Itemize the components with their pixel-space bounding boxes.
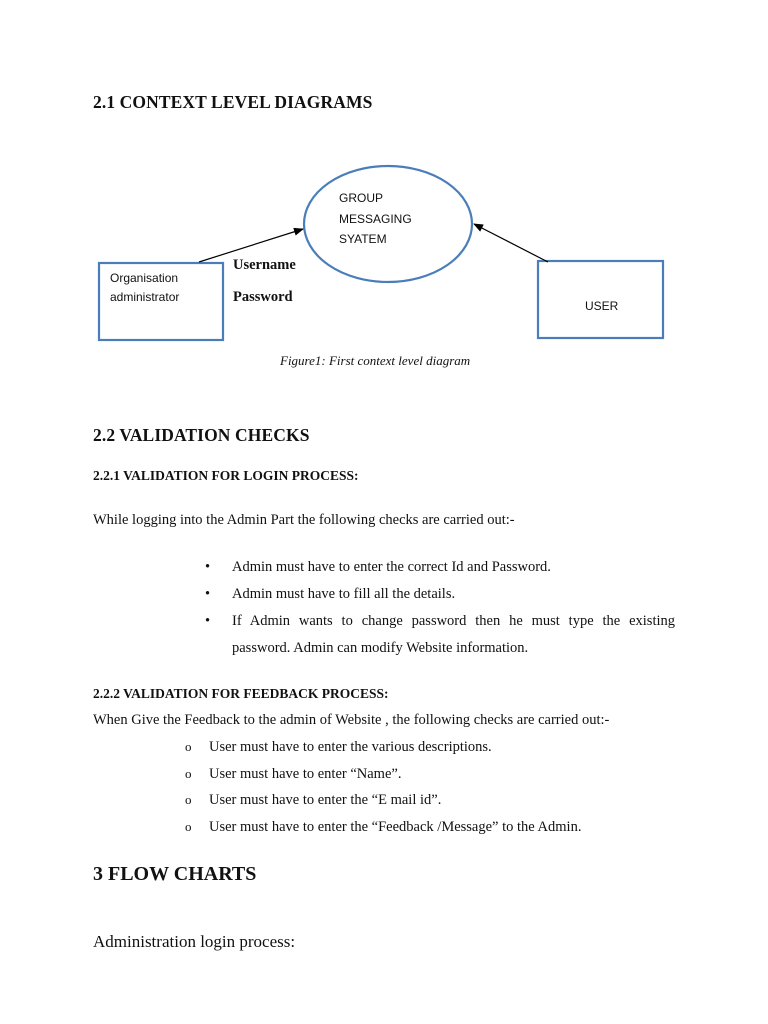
user-to-system-arrow	[474, 224, 548, 262]
bullet-marker: o	[185, 792, 192, 808]
list-item: • Admin must have to enter the correct Id and Password.	[205, 554, 675, 581]
feedback-checks-list	[185, 734, 581, 840]
org-admin-label-line-1: Organisation	[110, 271, 179, 285]
context-diagram-shapes	[0, 150, 768, 350]
list-item: • If Admin wants to change password then he must type the existing password. Admin can modify Website information.	[205, 608, 675, 662]
system-label-line-2: MESSAGING	[339, 211, 412, 226]
org-admin-label-line-2: administrator	[110, 290, 180, 304]
org-admin-entity-label	[110, 269, 179, 307]
password-flow-label: Password	[233, 289, 293, 305]
feedback-checks-intro: When Give the Feedback to the admin of Website , the following checks are carried out:-	[93, 712, 610, 728]
bullet-marker: •	[205, 559, 211, 575]
bullet-marker: •	[205, 613, 211, 629]
system-process-label	[339, 188, 412, 250]
login-checks-list	[205, 554, 675, 662]
system-label-line-3: SYATEM	[339, 232, 387, 246]
list-item: o User must have to enter the “E mail id”.	[185, 787, 581, 814]
list-item: o User must have to enter the various descriptions.	[185, 734, 581, 761]
user-entity-label: USER	[585, 299, 619, 313]
bullet-marker: o	[185, 739, 192, 754]
subsection-2-2-2-heading: 2.2.2 VALIDATION FOR FEEDBACK PROCESS:	[93, 686, 389, 701]
bullet-marker: •	[205, 586, 211, 602]
flow-chart-subtitle: Administration login process:	[93, 932, 296, 951]
list-item: o User must have to enter “Name”.	[185, 761, 581, 788]
bullet-marker: o	[185, 818, 192, 834]
list-item: • Admin must have to fill all the details.	[205, 581, 675, 608]
section-2-1-heading: 2.1 CONTEXT LEVEL DIAGRAMS	[93, 92, 373, 112]
section-2-2-heading: 2.2 VALIDATION CHECKS	[93, 425, 310, 445]
subsection-2-2-1-heading: 2.2.1 VALIDATION FOR LOGIN PROCESS:	[93, 468, 359, 483]
username-flow-label: Username	[233, 257, 296, 273]
section-3-heading: 3 FLOW CHARTS	[93, 863, 257, 885]
system-label-line-1: GROUP	[339, 191, 384, 205]
login-checks-intro: While logging into the Admin Part the following checks are carried out:-	[93, 512, 515, 528]
context-diagram	[0, 150, 768, 350]
list-item: o User must have to enter the “Feedback /Message” to the Admin.	[185, 814, 581, 841]
figure-caption: Figure1: First context level diagram	[280, 353, 471, 368]
bullet-marker: o	[185, 765, 192, 781]
